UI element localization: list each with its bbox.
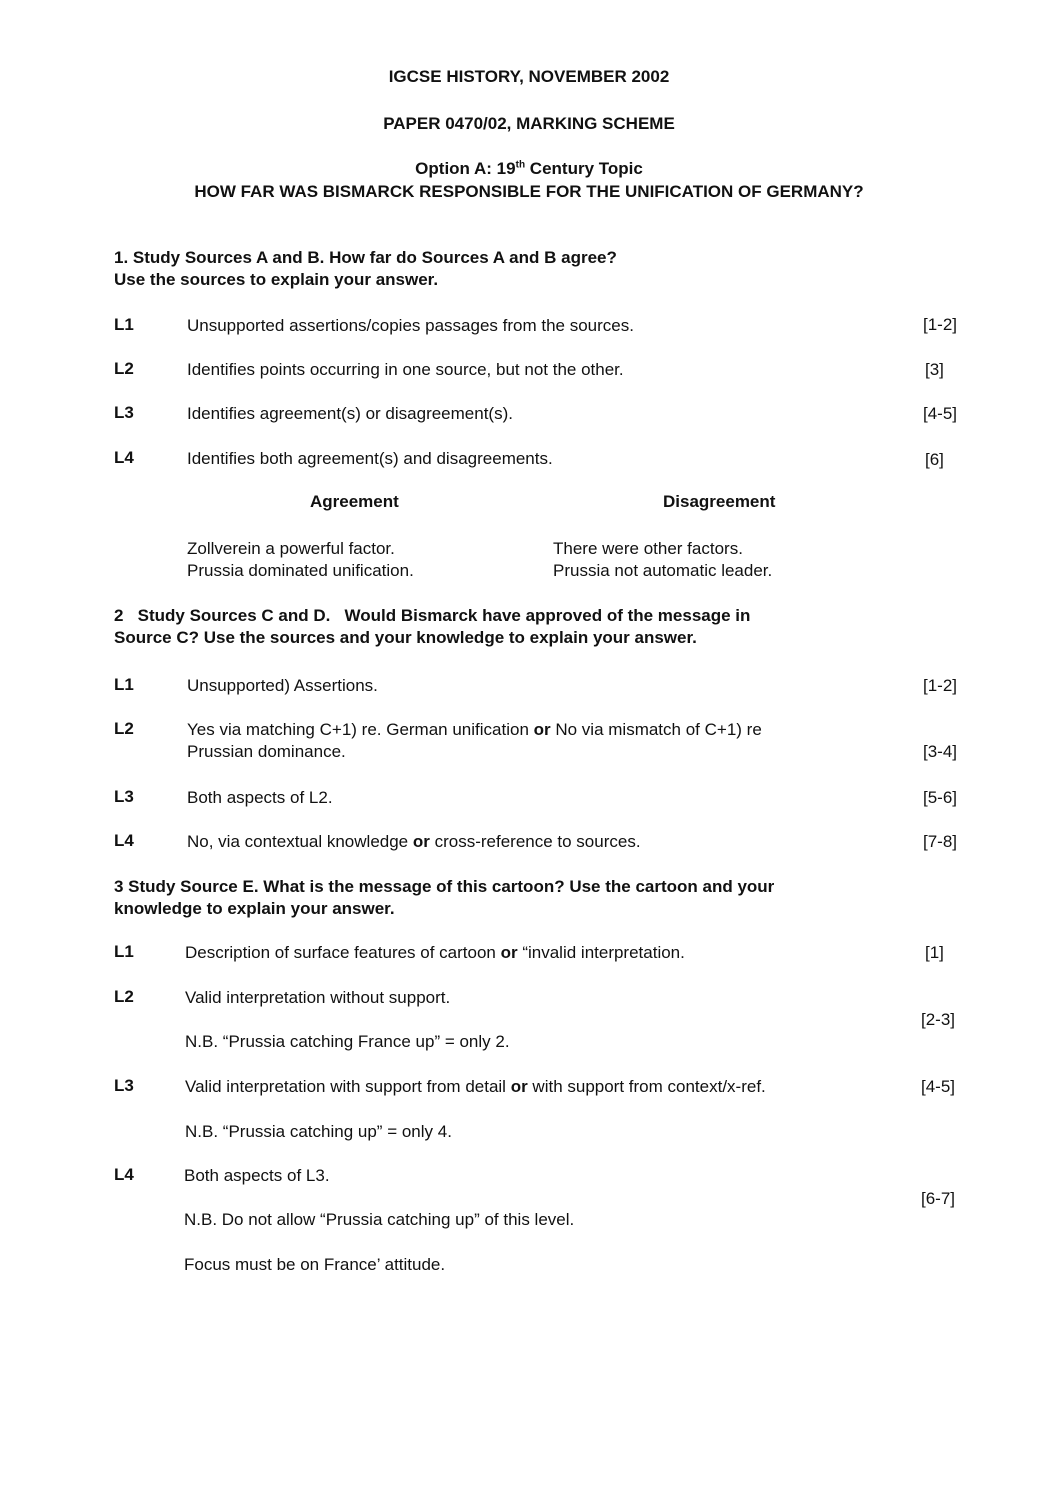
q3-level-1-or: or [500, 943, 518, 962]
q3-level-1-mark: [1] [925, 943, 944, 962]
q3-line-2: knowledge to explain your answer. [114, 899, 395, 918]
q3-level-3-text [185, 1076, 766, 1098]
q1-level-4-text: Identifies both agreement(s) and disagreements. [187, 449, 553, 468]
q2-level-2-post: No via mismatch of C+1) re [550, 720, 762, 739]
agreement-item-1: Zollverein a powerful factor. [187, 539, 395, 558]
q2-level-4-mark: [7-8] [923, 832, 958, 851]
disagreement-heading: Disagreement [663, 492, 776, 511]
q3-level-3-or: or [510, 1077, 528, 1096]
q3-level-4-focus: Focus must be on France’ attitude. [184, 1255, 446, 1274]
q1-level-2-mark: [3] [925, 360, 944, 379]
disagreement-item-1: There were other factors. [553, 539, 743, 558]
q3-level-2-mark: [2-3] [921, 1010, 956, 1029]
q2-line-2: Source C? Use the sources and your knowledge to explain your answer. [114, 628, 697, 647]
q3-level-4-nb: N.B. Do not allow “Prussia catching up” of this level. [184, 1210, 575, 1229]
agreement-heading: Agreement [310, 492, 399, 511]
q1-level-2: L2 [114, 359, 134, 378]
disagreement-item-2: Prussia not automatic leader. [553, 561, 773, 580]
q2-level-3: L3 [114, 787, 134, 806]
q3-level-2-text: Valid interpretation without support. [185, 988, 451, 1007]
q3-level-1: L1 [114, 942, 134, 961]
q3-level-3-post: with support from context/x-ref. [527, 1077, 766, 1096]
option-sup: th [515, 159, 526, 171]
q3-level-1-pre: Description of surface features of cartoon [185, 943, 501, 962]
agreement-item-2: Prussia dominated unification. [187, 561, 414, 580]
q1-level-2-text: Identifies points occurring in one source, but not the other. [187, 360, 624, 379]
q2-level-4-text [187, 831, 641, 853]
q2-level-2-line-2: Prussian dominance. [187, 742, 346, 761]
q3-level-1-text [185, 942, 685, 964]
q1-level-3: L3 [114, 403, 134, 422]
q2-level-4-pre: No, via contextual knowledge [187, 832, 413, 851]
q2-level-4-or: or [412, 832, 430, 851]
q2-level-2-mark: [3-4] [923, 742, 958, 761]
option-heading [0, 159, 1058, 179]
q1-level-3-text: Identifies agreement(s) or disagreement(s). [187, 404, 513, 423]
header-line-1: IGCSE HISTORY, NOVEMBER 2002 [388, 67, 670, 86]
q1-level-4: L4 [114, 448, 134, 467]
q2-level-1: L1 [114, 675, 134, 694]
q3-level-3-mark: [4-5] [921, 1077, 956, 1096]
q2-level-3-mark: [5-6] [923, 788, 958, 807]
q2-level-3-text: Both aspects of L2. [187, 788, 333, 807]
q3-level-4-mark: [6-7] [921, 1189, 956, 1208]
q2-level-1-text: Unsupported) Assertions. [187, 676, 378, 695]
q3-line-1: 3 Study Source E. What is the message of this cartoon? Use the cartoon and your [114, 877, 775, 896]
q1-level-1: L1 [114, 315, 134, 334]
q3-level-2-nb: N.B. “Prussia catching France up” = only 2. [185, 1032, 510, 1051]
option-prefix: Option A: 19 [415, 159, 516, 178]
q2-level-2-text [187, 719, 762, 741]
q1-level-1-mark: [1-2] [923, 315, 958, 334]
q2-level-2: L2 [114, 719, 134, 738]
q3-level-3: L3 [114, 1076, 134, 1095]
q1-level-3-mark: [4-5] [923, 404, 958, 423]
q1-line-1: 1. Study Sources A and B. How far do Sources A and B agree? [114, 248, 617, 267]
option-suffix: Century Topic [525, 159, 643, 178]
q3-level-3-pre: Valid interpretation with support from detail [185, 1077, 511, 1096]
header-line-2: PAPER 0470/02, MARKING SCHEME [383, 114, 675, 133]
q3-level-3-nb: N.B. “Prussia catching up” = only 4. [185, 1122, 452, 1141]
q3-level-1-post: “invalid interpretation. [517, 943, 685, 962]
q3-level-4-text: Both aspects of L3. [184, 1166, 330, 1185]
q2-level-1-mark: [1-2] [923, 676, 958, 695]
q1-level-1-text: Unsupported assertions/copies passages from the sources. [187, 316, 634, 335]
q2-level-2-pre: Yes via matching C+1) re. German unification [187, 720, 534, 739]
q3-level-2: L2 [114, 987, 134, 1006]
q1-level-4-mark: [6] [925, 450, 944, 469]
q2-level-4-post: cross-reference to sources. [429, 832, 641, 851]
q3-level-4: L4 [114, 1165, 134, 1184]
q2-line-1: 2 Study Sources C and D. Would Bismarck have approved of the message in [114, 606, 751, 625]
q1-line-2: Use the sources to explain your answer. [114, 270, 439, 289]
q2-level-2-or: or [533, 720, 551, 739]
q2-level-4: L4 [114, 831, 134, 850]
topic-heading: HOW FAR WAS BISMARCK RESPONSIBLE FOR THE UNIFICATION OF GERMANY? [194, 182, 864, 201]
